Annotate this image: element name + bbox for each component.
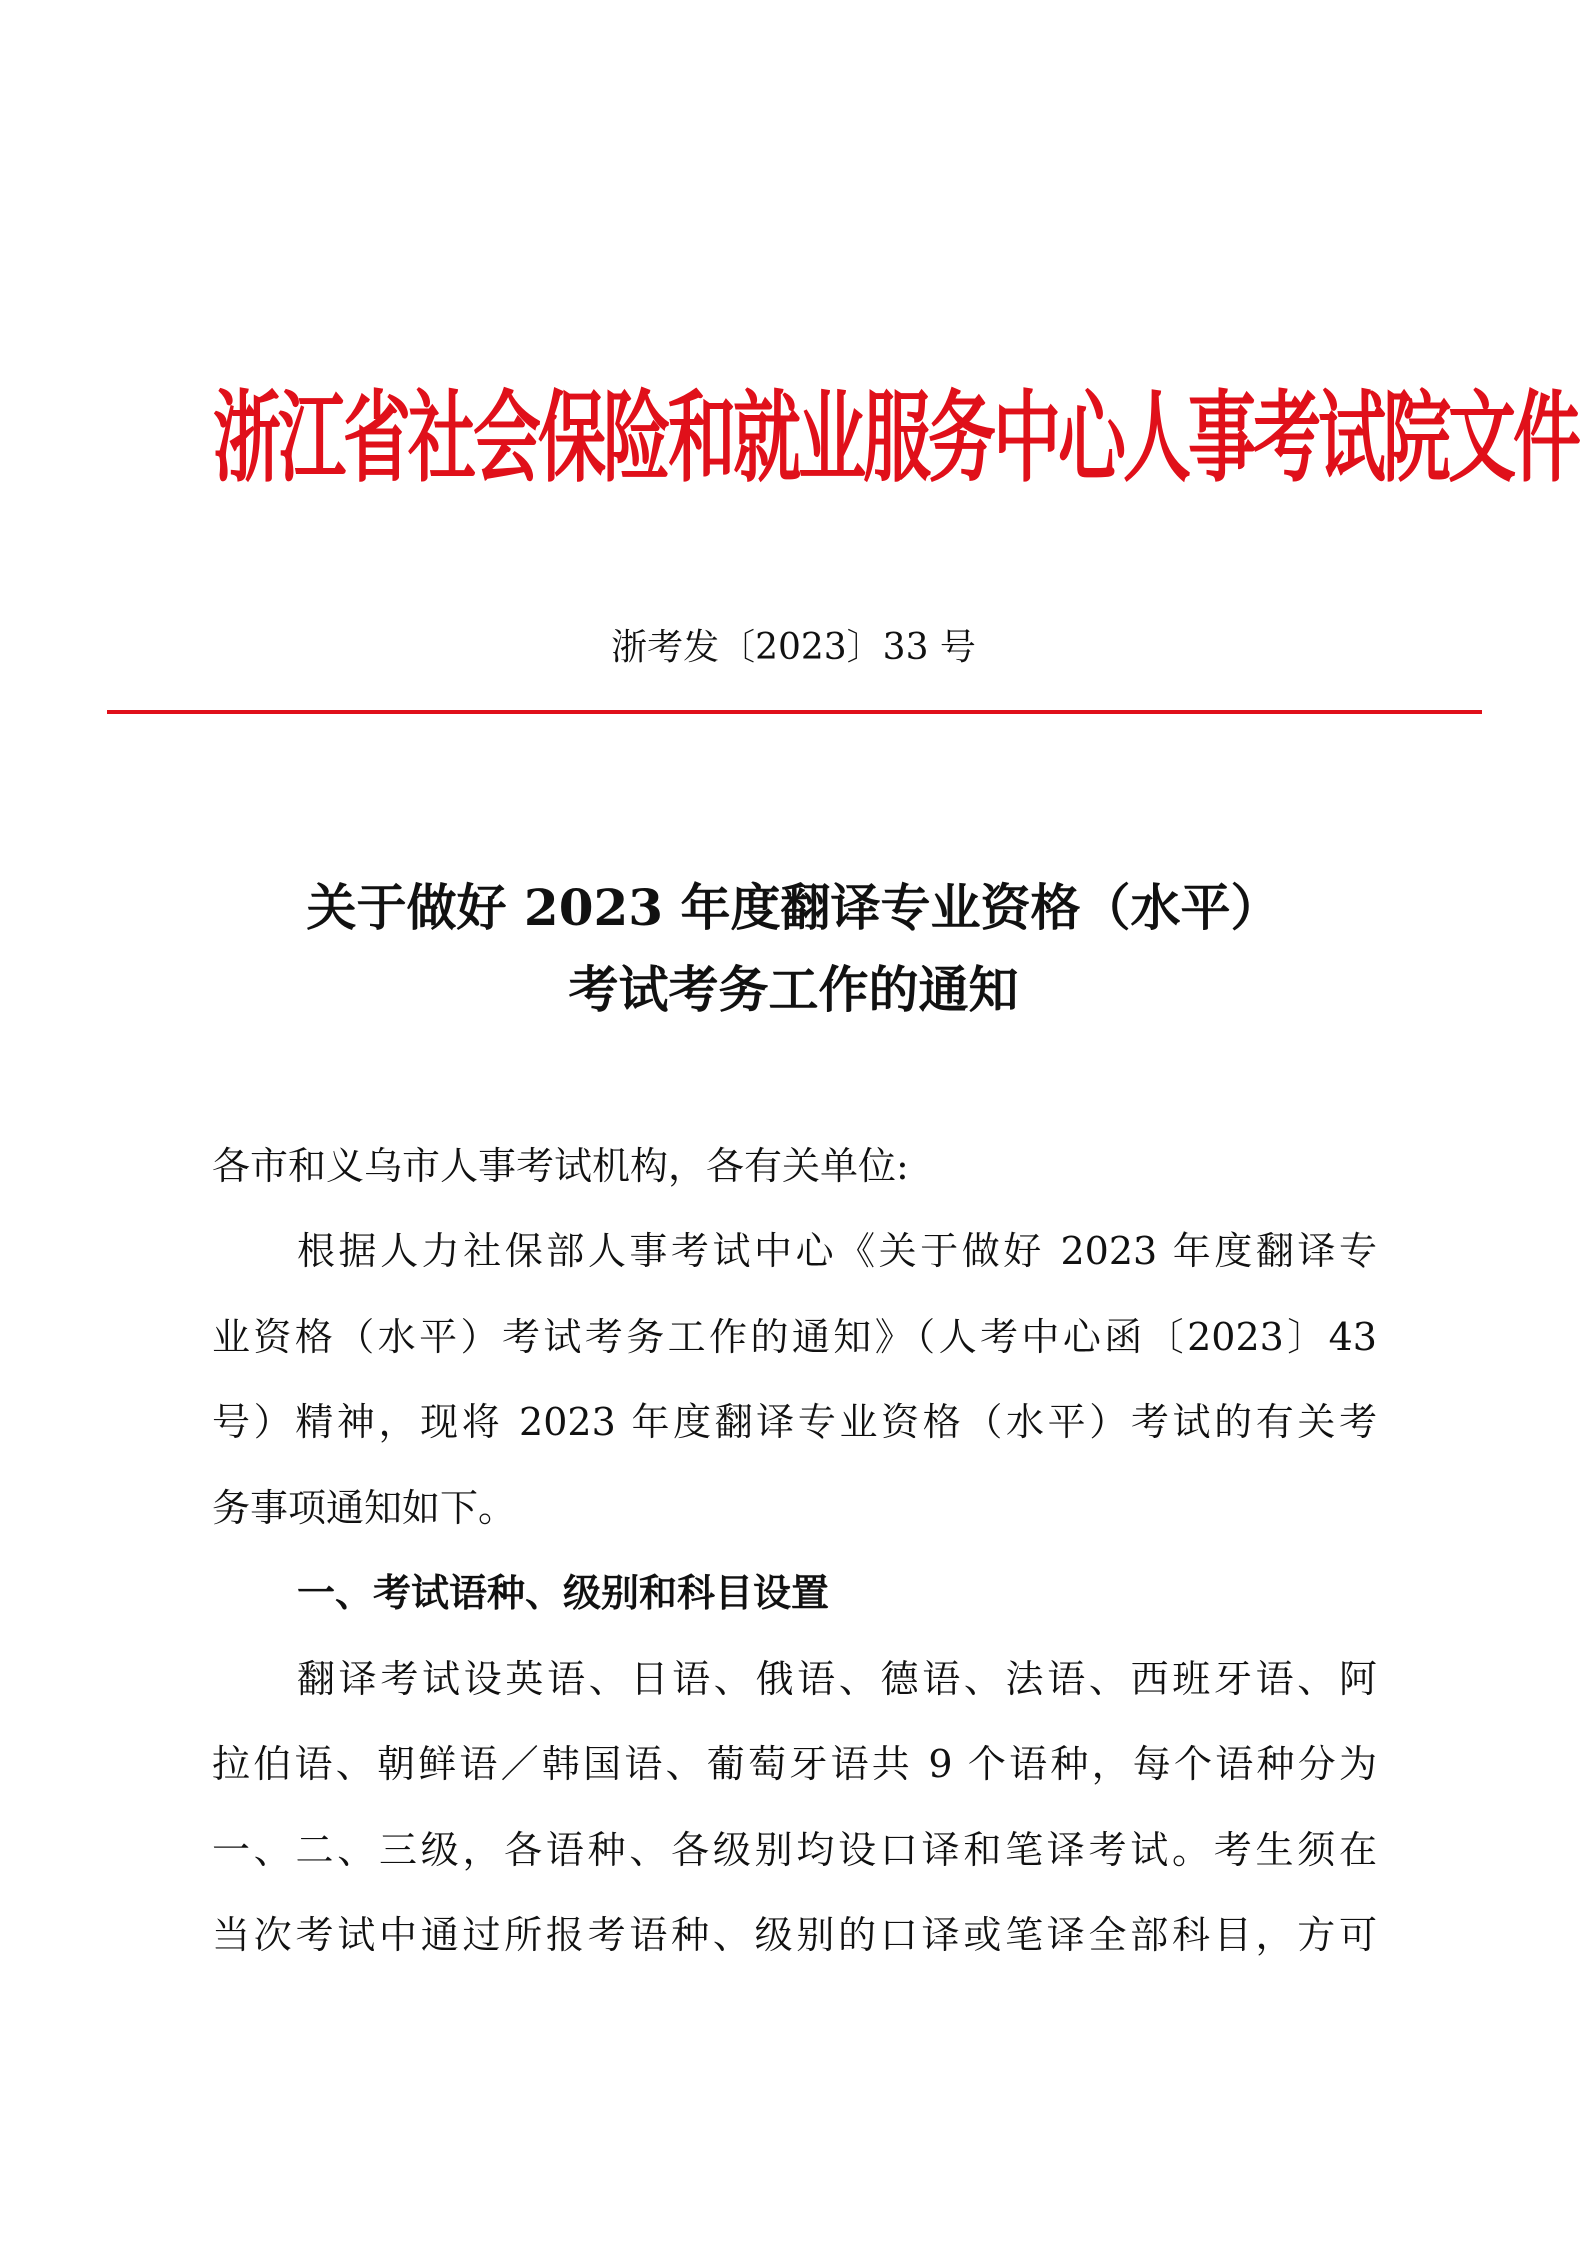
paragraph-1-line: 务事项通知如下。 [212, 1486, 517, 1530]
notice-title-line-1: 关于做好 2023 年度翻译专业资格（水平） [306, 878, 1281, 937]
paragraph-2-line: 当次考试中通过所报考语种、级别的口译或笔译全部科目，方可 [212, 1913, 1377, 1957]
red-separator-rule [107, 710, 1482, 714]
section-heading-1: 一、考试语种、级别和科目设置 [297, 1571, 830, 1615]
paragraph-2-line: 拉伯语、朝鲜语／韩国语、葡萄牙语共 9 个语种，每个语种分为 [212, 1742, 1377, 1786]
document-number: 浙考发〔2023〕33 号 [611, 627, 976, 668]
paragraph-1-line: 号）精神，现将 2023 年度翻译专业资格（水平）考试的有关考 [212, 1400, 1377, 1444]
paragraph-1-line: 根据人力社保部人事考试中心《关于做好 2023 年度翻译专 [297, 1229, 1377, 1273]
paragraph-2-line: 翻译考试设英语、日语、俄语、德语、法语、西班牙语、阿 [297, 1657, 1377, 1701]
red-header-org-title: 浙江省社会保险和就业服务中心人事考试院文件 [213, 382, 1579, 497]
paragraph-1-line: 业资格（水平）考试考务工作的通知》（人考中心函〔2023〕43 [212, 1315, 1377, 1359]
salutation: 各市和义乌市人事考试机构，各有关单位: [212, 1144, 909, 1188]
paragraph-2-line: 一、二、三级，各语种、各级别均设口译和笔译考试。考生须在 [212, 1828, 1377, 1872]
notice-title-line-2: 考试考务工作的通知 [568, 960, 1019, 1019]
